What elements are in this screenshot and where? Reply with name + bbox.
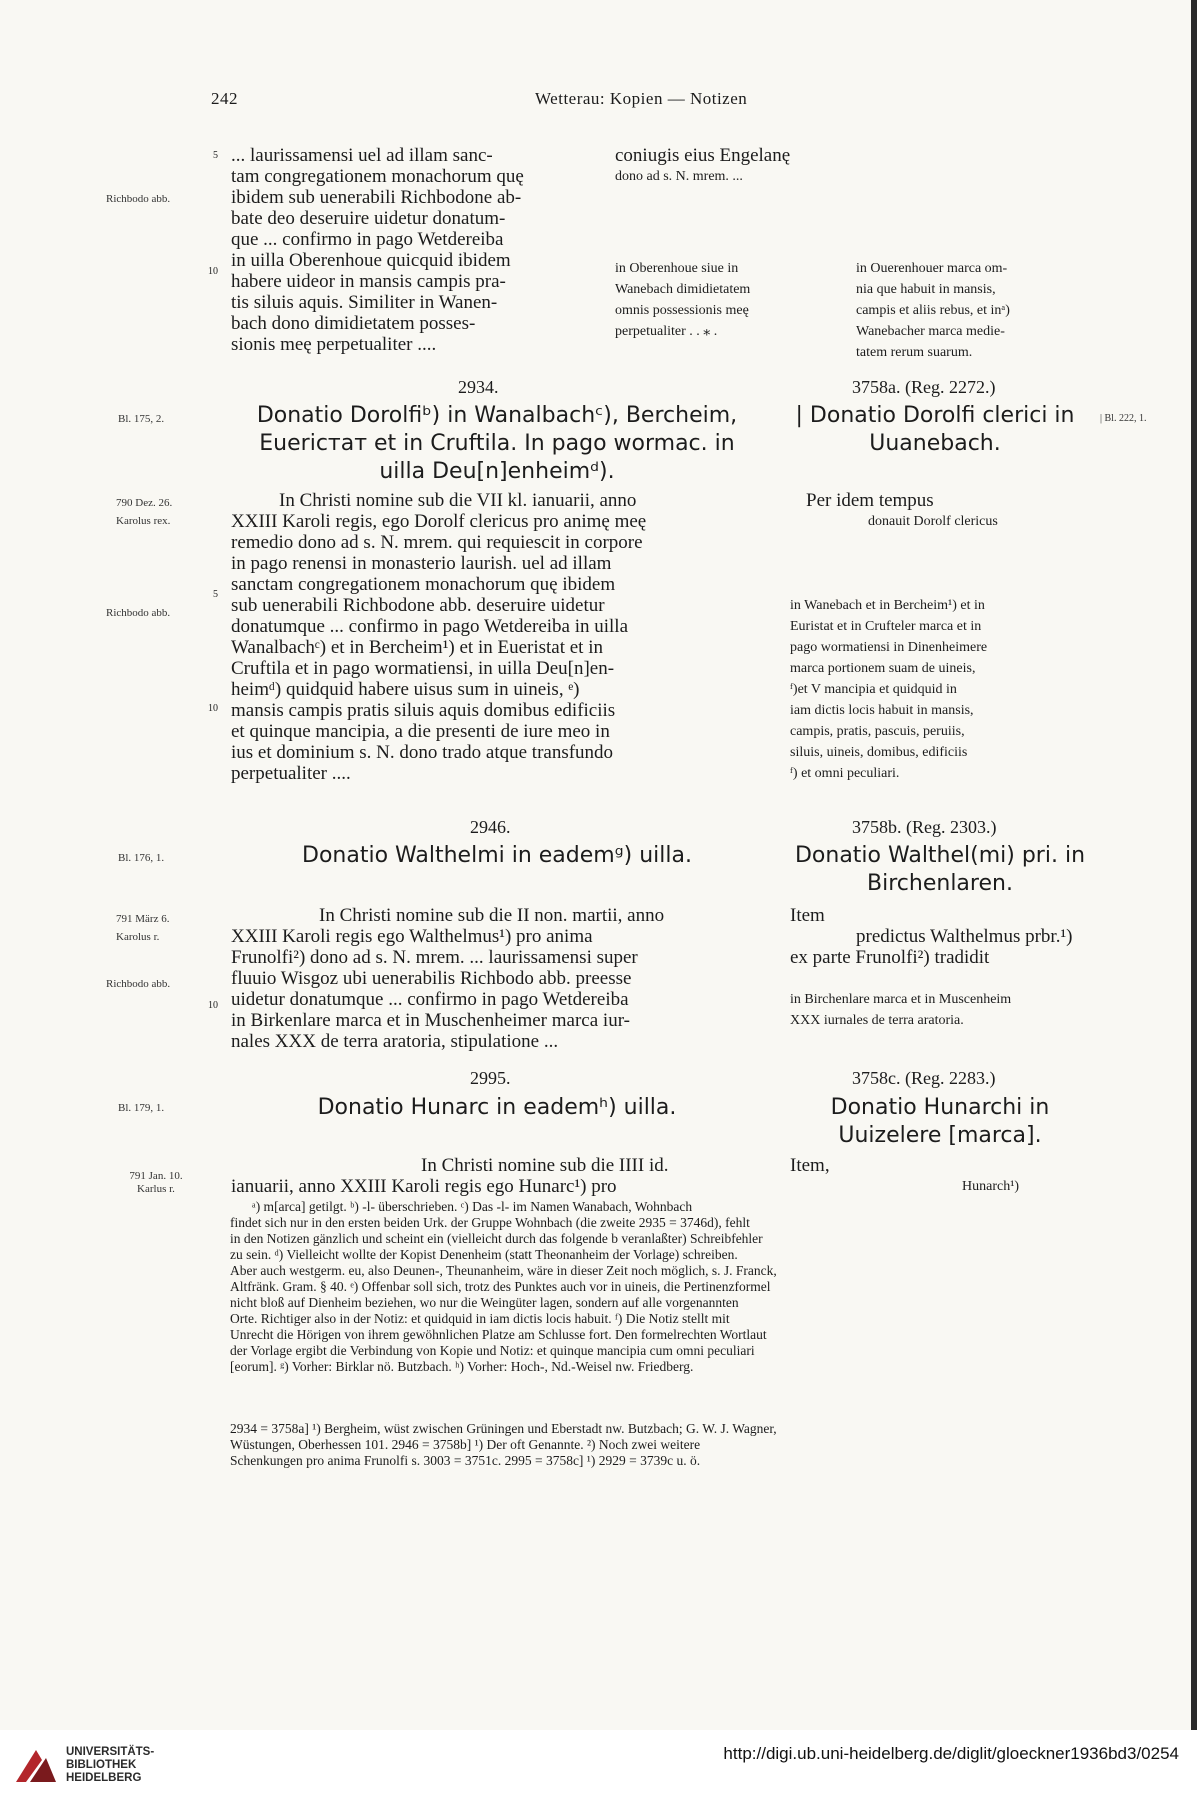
margin-date: 791 Jan. 10. Karlus r. (129, 1170, 183, 1195)
section-body-right: Per idem tempus donauit Dorolf clericus in Wanebach et in Bercheim¹) et in Euristat et in Crufteler marca et in pago wormatiensi in Dinenheimere marca portionem suam de uineis, ᶠ)et V mancipia et quidquid in iam dictis locis habuit in mansis, campis, pratis, pascuis, peruiis, siluis, uineis, domibus, edificiis ᶠ) et omni peculiari. (790, 490, 998, 781)
page-number: 242 (211, 89, 238, 108)
section-title-left: Donatio Walthelmi in eademᵍ) uilla. (302, 843, 692, 868)
margin-folio: Bl. 176, 1. (118, 852, 165, 864)
section-title-right: | Donatio Dorolfi clerici in Uuanebach. (795, 403, 1075, 456)
section-title-right: Donatio Walthel(mi) pri. in Birchenlaren. (794, 843, 1086, 896)
margin-folio-right: | Bl. 222, 1. (1100, 413, 1147, 424)
section-title-left: Donatio Dorolfiᵇ) in Wanalbachᶜ), Bercheim, Euerістат et in Cruftila. In pago wormac. in uilla Deu[n]enheimᵈ). (256, 403, 738, 484)
section-title-left: Donatio Hunarc in eademʰ) uilla. (317, 1095, 677, 1120)
line-number: 10 (208, 703, 218, 714)
source-url-link[interactable]: http://digi.ub.uni-heidelberg.de/diglit/gloeckner1936bd3/0254 (723, 1744, 1179, 1763)
intro-mid-text: in Oberenhoue siue in Wanebach dimidietatem omnis possessionis meę perpetualiter . . ⁎ . (615, 261, 751, 339)
section-title-right: Donatio Hunarchi in Uuizelere [marca]. (830, 1095, 1050, 1148)
section-number-right: 3758b. (Reg. 2303.) (852, 817, 997, 837)
library-logo-icon (12, 1746, 60, 1786)
intro-right-text: in Ouerenhouer marca om- nia que habuit in mansis, campis et aliis rebus, et inᵃ) Wanebacher marca medie- tatem rerum suarum. (856, 261, 1010, 360)
margin-note: Richbodo abb. (106, 607, 171, 619)
intro-left-text: ... laurissamensi uel ad illam sanc- tam congregationem monachorum quę ibidem sub uenerabili Richbodone ab- bate deo deseruire uidetur donatum- que ... confirmo in pago Wetdereiba in uilla Oberenhoue quicquid ibidem habere uideor in mansis campis pra- tis siluis aquis. Similiter in Wanen- bach dono dimidietatem posses- sionis meę perpetualiter .... (231, 145, 524, 355)
footer-bar (0, 1730, 1197, 1796)
line-number: 5 (213, 589, 218, 600)
section-body-left: In Christi nomine sub die IIII id. ianuarii, anno XXIII Karoli regis ego Hunarc¹) pro (231, 1155, 669, 1197)
notes: 2934 = 3758a] ¹) Bergheim, wüst zwischen Grüningen und Eberstadt nw. Butzbach; G. W. J. Wagner, Wüstungen, Oberhessen 101. 2946 = 3758b] ¹) Der oft Genannte. ²) Noch zwei weitere Schenkungen pro anima Frunolfi s. 3003 = 3751c. 2995 = 3758c] ¹) 2929 = 3739c u. ö. (230, 1421, 777, 1468)
section-body-right: Item predictus Walthelmus prbr.¹) ex parte Frunolfi²) tradidit in Birchenlare marca et in Muscenheim XXX iurnales de terra aratoria. (790, 905, 1073, 1028)
section-number-left: 2946. (470, 817, 511, 837)
section-body-left: In Christi nomine sub die VII kl. ianuarii, anno XXIII Karoli regis, ego Dorolf clericus pro animę meę remedio dono ad s. N. mrem. qui requiescit in corpore in pago renensi in monasterio laurish. uel ad illam sanctam congregationem monachorum quę ibidem sub uenerabili Richbodone abb. deseruire uidetur donatumque ... confirmo in pago Wetdereiba in uilla Wanalbachᶜ) et in Bercheim¹) et in Euerіstat et in Cruftila et in pago wormatiensi, in uilla Deu[n]en- heimᵈ) quidquid habere uisus sum in uineis, ᵉ) mansis campis pratis siluis aquis domibus edificiis et quinque mancipia, a die presenti de iure meo in ius et dominium s. N. dono trado atque transfundo perpetualiter .... (231, 490, 647, 784)
margin-folio: Bl. 179, 1. (118, 1102, 165, 1114)
section-number-right: 3758a. (Reg. 2272.) (852, 377, 996, 397)
margin-note: Richbodo abb. (106, 193, 171, 205)
section-number-left: 2934. (458, 377, 499, 397)
section-number-left: 2995. (470, 1068, 511, 1088)
line-number: 5 (213, 150, 218, 161)
section-body-right: Item, Hunarch¹) (790, 1155, 1020, 1194)
section-number-right: 3758c. (Reg. 2283.) (852, 1068, 996, 1088)
footnotes: ᵃ) m[arca] getilgt. ᵇ) -l- überschrieben. ᶜ) Das -l- im Namen Wanabach, Wohnbach findet sich nur in den ersten beiden Urk. der Gruppe Wohnbach (die zweite 2935 = 3746d), fehlt in den Notizen gänzlich und scheint ein (vielleicht durch das folgende b veranlaßter) Schreibfehler zu sein. ᵈ) Vielleicht wollte der Kopist Denenheim (statt Theonanheim der Vorlage) schreiben. Aber auch westgerm. eu, also Deunen-, Theunanheim, wäre in dieser Zeit noch möglich, s. J. Franck, Altfränk. Gram. § 40. ᵉ) Offenbar soll sich, trotz des Punktes auch vor in uineis, die Pertinenzformel nicht bloß auf Dienheim beziehen, wo nur die Weingüter lagen, sondern auf alle vorgenannten Orte. Richtiger also in der Notiz: et quidquid in iam dictis locis habuit. ᶠ) Die Notiz stellt mit Unrecht die Hörigen von ihrem gewöhnlichen Platze am Schlusse fort. Den formelrechten Wortlaut der Vorlage ergibt die Verbindung von Kopie und Notiz: et quinque mancipia cum omni peculiari [eorum]. ᵍ) Vorher: Birklar nö. Butzbach. ʰ) Vorher: Hoch-, Nd.-Weisel nw. Friedberg. (230, 1199, 777, 1374)
margin-folio: Bl. 175, 2. (118, 413, 165, 425)
margin-date: 791 März 6. Karolus r. (116, 913, 170, 943)
intro-mid-top: coniugis eius Engelanę dono ad s. N. mrem. ... (615, 145, 791, 184)
page-edge (1191, 0, 1197, 1730)
line-number: 10 (208, 266, 218, 277)
margin-date: 790 Dez. 26. Karolus rex. (116, 497, 173, 527)
line-number: 10 (208, 1000, 218, 1011)
margin-note: Richbodo abb. (106, 978, 171, 990)
section-body-left: In Christi nomine sub die II non. martii, anno XXIII Karoli regis ego Walthelmus¹) pro anima Frunolfi²) dono ad s. N. mrem. ... laurissamensi super fluuio Wisgoz ubi uenerabilis Richbodo abb. preesse uidetur donatumque ... confirmo in pago Wetdereiba in Birkenlare marca et in Muschenheimer marca iur- nales XXX de terra aratoria, stipulatione ... (231, 905, 665, 1052)
library-name: UNIVERSITÄTS- BIBLIOTHEK HEIDELBERG (66, 1746, 155, 1784)
running-title: Wetterau: Kopien — Notizen (535, 89, 748, 108)
